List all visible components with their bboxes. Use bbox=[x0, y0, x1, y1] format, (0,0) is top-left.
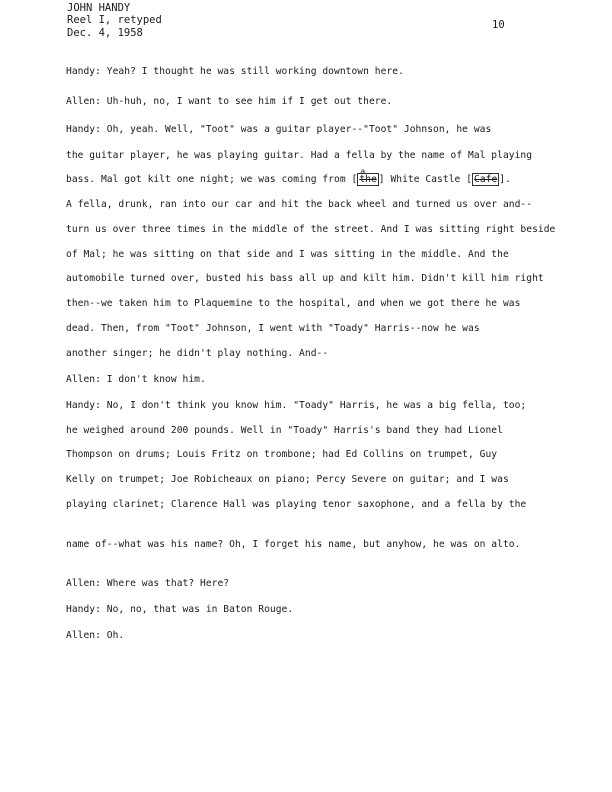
transcript-line: Kelly on trumpet; Joe Robicheaux on piano; Percy Severe on guitar; and I was bbox=[66, 474, 509, 485]
inserted-word: a bbox=[360, 167, 366, 176]
transcript-line: A fella, drunk, ran into our car and hit the back wheel and turned us over and-- bbox=[66, 199, 533, 210]
transcript-line: another singer; he didn't play nothing. And-- bbox=[66, 348, 329, 359]
page-number: 10 bbox=[492, 19, 505, 31]
place-name: White Castle bbox=[390, 174, 461, 185]
transcript-line: Handy: No, I don't think you know him. "Toady" Harris, he was a big fella, too; bbox=[66, 400, 527, 411]
transcript-line: name of--what was his name? Oh, I forget his name, but anyhow, he was on alto. bbox=[66, 539, 521, 550]
interviewee-name: JOHN HANDY bbox=[67, 2, 131, 14]
reel-label: Reel I, retyped bbox=[67, 14, 162, 26]
transcript-line: automobile turned over, busted his bass all up and kilt him. Didn't kill him right bbox=[66, 273, 544, 284]
transcript-line: of Mal; he was sitting on that side and I was sitting in the middle. And the bbox=[66, 249, 509, 260]
transcript-line: Handy: No, no, that was in Baton Rouge. bbox=[66, 604, 294, 615]
transcript-line: then--we taken him to Plaquemine to the hospital, and when we got there he was bbox=[66, 298, 521, 309]
line-end: ]. bbox=[499, 174, 511, 185]
transcript-line: Allen: Oh. bbox=[66, 630, 125, 641]
transcript-line: Handy: Yeah? I thought he was still working downtown here. bbox=[66, 66, 404, 77]
transcript-line: Allen: Uh-huh, no, I want to see him if I get out there. bbox=[66, 96, 393, 107]
transcript-line: the guitar player, he was playing guitar. Had a fella by the name of Mal playing bbox=[66, 150, 533, 161]
transcript-line: Handy: Oh, yeah. Well, "Toot" was a guitar player--"Toot" Johnson, he was bbox=[66, 124, 492, 135]
transcript-line: dead. Then, from "Toot" Johnson, I went with "Toady" Harris--now he was bbox=[66, 323, 480, 334]
transcript-line: Allen: Where was that? Here? bbox=[66, 578, 230, 589]
transcript-line: he weighed around 200 pounds. Well in "Toady" Harris's band they had Lionel bbox=[66, 425, 503, 436]
transcript-line-edited: bass. Mal got kilt one night; we was coming from [ the a ] White Castle [ Cafe ]. bbox=[66, 167, 511, 185]
interview-date: Dec. 4, 1958 bbox=[67, 27, 143, 39]
transcript-line: turn us over three times in the middle of the street. And I was sitting right beside bbox=[66, 224, 556, 235]
transcript-line: Thompson on drums; Louis Fritz on trombone; had Ed Collins on trumpet, Guy bbox=[66, 449, 498, 460]
transcript-line: Allen: I don't know him. bbox=[66, 374, 206, 385]
struck-word: the a bbox=[359, 167, 377, 185]
transcript-text: bass. Mal got kilt one night; we was coming from bbox=[66, 174, 346, 185]
struck-word: Cafe bbox=[474, 174, 498, 185]
transcript-line: playing clarinet; Clarence Hall was playing tenor saxophone, and a fella by the bbox=[66, 499, 527, 510]
